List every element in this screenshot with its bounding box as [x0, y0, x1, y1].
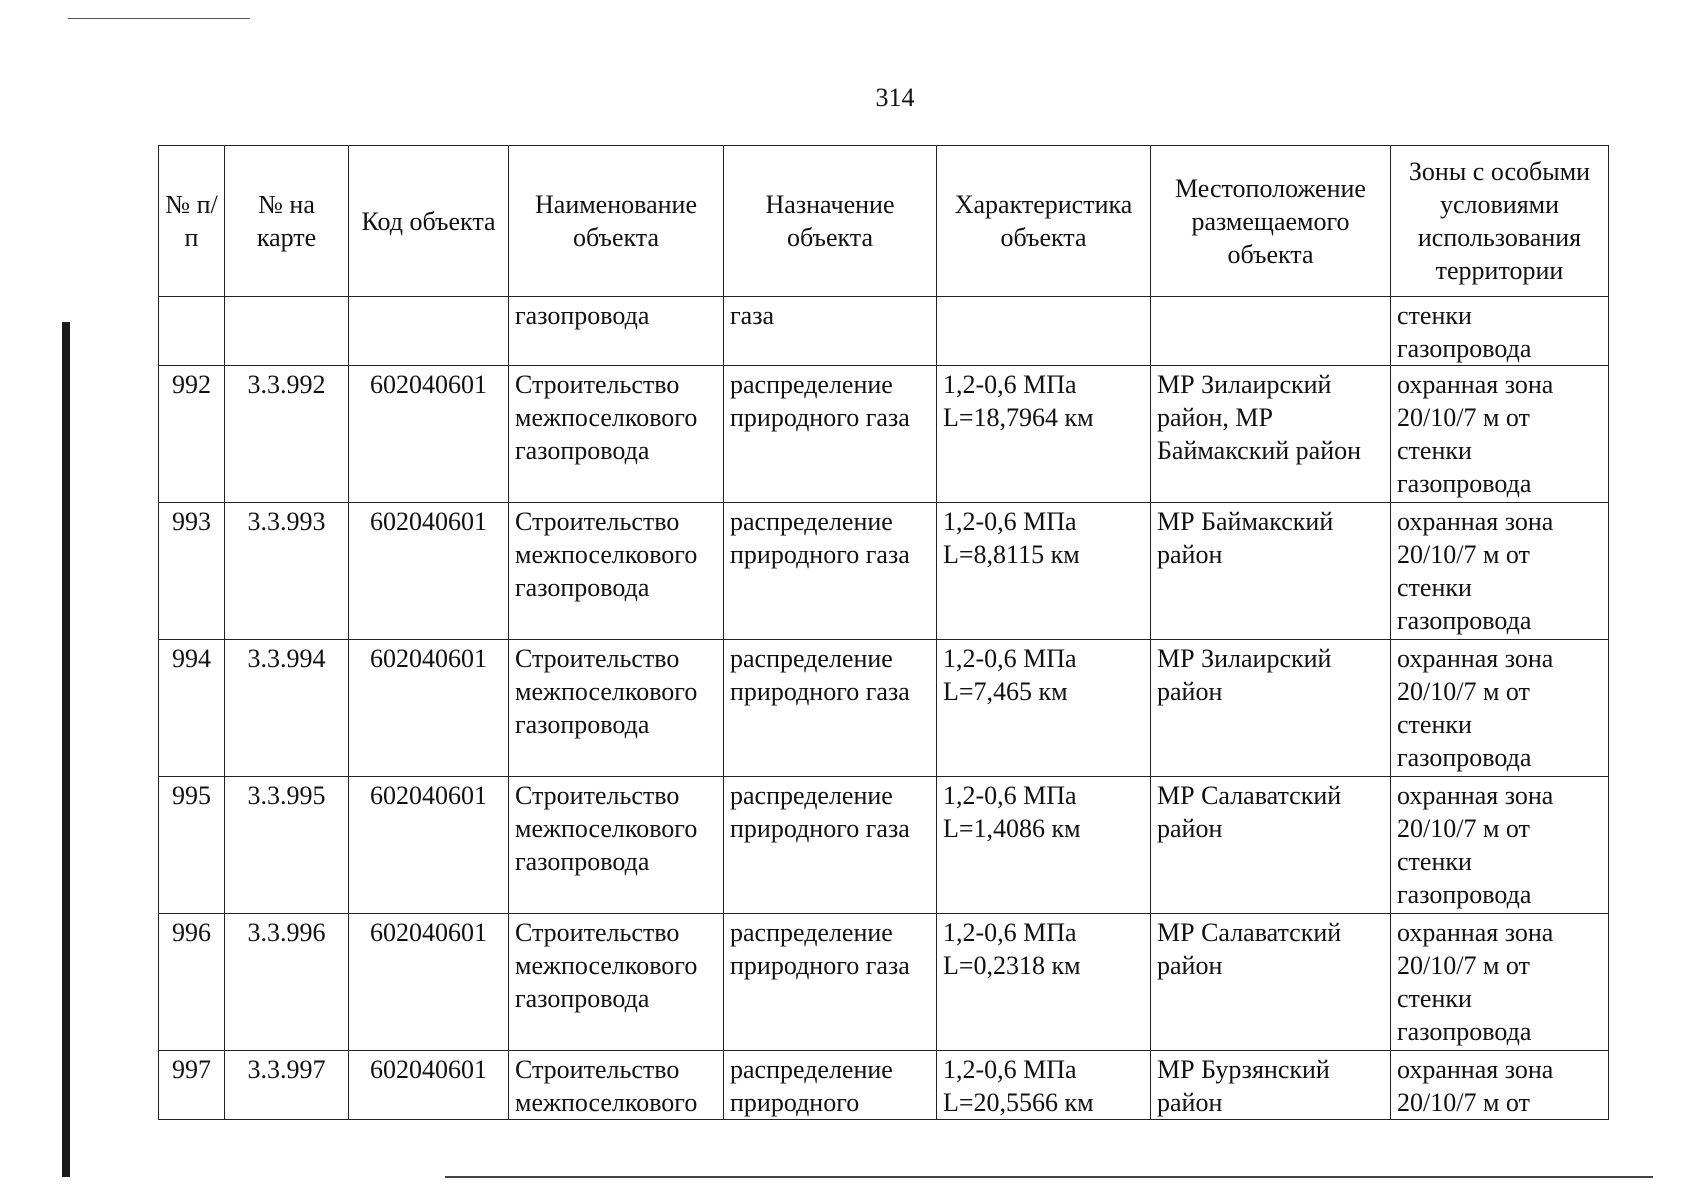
- table-cell-code: 602040601: [349, 777, 509, 914]
- table-cell-code: 602040601: [349, 503, 509, 640]
- page-number: 314: [875, 83, 915, 112]
- header-cell: Код объекта: [349, 146, 509, 297]
- table-cell-characteristic: 1,2-0,6 МПа L=0,2318 км: [937, 914, 1151, 1051]
- table-cell-purpose: распределение природного газа: [724, 914, 937, 1051]
- table-cell-name: Строительство межпоселкового газопровода: [509, 503, 724, 640]
- table-cell-purpose: распределение природного газа: [724, 777, 937, 914]
- table-row-continuation: [159, 297, 1609, 366]
- table-header-row: [159, 146, 1609, 297]
- header-cell: Зоны с особыми условиями использования территории: [1391, 146, 1609, 297]
- table-cell-num: 994: [159, 640, 225, 777]
- table-cell-characteristic: 1,2-0,6 МПа L=20,5566 км: [937, 1051, 1151, 1120]
- table-cell-location: МР Зилаирский район, МР Баймакский район: [1151, 366, 1391, 503]
- table-cell-code: 602040601: [349, 914, 509, 1051]
- table-cell-code: 602040601: [349, 366, 509, 503]
- table-cell-num: 992: [159, 366, 225, 503]
- table-cell-characteristic: 1,2-0,6 МПа L=1,4086 км: [937, 777, 1151, 914]
- table-cell-map-no: 3.3.995: [225, 777, 349, 914]
- header-cell: Характеристика объекта: [937, 146, 1151, 297]
- table-cell-location: МР Баймакский район: [1151, 503, 1391, 640]
- table-cell-purpose: распределение природного газа: [724, 640, 937, 777]
- table-cell-num: 993: [159, 503, 225, 640]
- table-cell: [349, 297, 509, 366]
- table-cell-num: 997: [159, 1051, 225, 1120]
- table-cell-name: Строительство межпоселкового: [509, 1051, 724, 1120]
- table-cell-name: Строительство межпоселкового газопровода: [509, 777, 724, 914]
- table-cell-num: 995: [159, 777, 225, 914]
- header-cell: Назначение объекта: [724, 146, 937, 297]
- scan-artifact-left-edge: [62, 322, 70, 1177]
- table-cell-purpose: распределение природного газа: [724, 366, 937, 503]
- table-cell: [225, 297, 349, 366]
- table-cell-location: МР Салаватский район: [1151, 914, 1391, 1051]
- table-cell-zone: охранная зона 20/10/7 м от стенки газопровода: [1391, 640, 1609, 777]
- table-cell-characteristic: 1,2-0,6 МПа L=18,7964 км: [937, 366, 1151, 503]
- table-row: [159, 1051, 1609, 1120]
- objects-table: [158, 145, 1609, 1120]
- table-cell-location: МР Зилаирский район: [1151, 640, 1391, 777]
- header-cell: № п/п: [159, 146, 225, 297]
- header-cell: Наименование объекта: [509, 146, 724, 297]
- table-row: [159, 366, 1609, 503]
- table-row: [159, 777, 1609, 914]
- table-cell-name: Строительство межпоселкового газопровода: [509, 914, 724, 1051]
- table-cell-purpose: распределение природного: [724, 1051, 937, 1120]
- header-cell: № на карте: [225, 146, 349, 297]
- table-cell-map-no: 3.3.992: [225, 366, 349, 503]
- table-cell-characteristic: 1,2-0,6 МПа L=8,8115 км: [937, 503, 1151, 640]
- table-cell-map-no: 3.3.997: [225, 1051, 349, 1120]
- table-cell-map-no: 3.3.993: [225, 503, 349, 640]
- table-cell-num: 996: [159, 914, 225, 1051]
- table-cell-zone: охранная зона 20/10/7 м от стенки газопровода: [1391, 366, 1609, 503]
- table-cell-purpose: газа: [724, 297, 937, 366]
- table-cell-map-no: 3.3.996: [225, 914, 349, 1051]
- table-cell-zone: охранная зона 20/10/7 м от: [1391, 1051, 1609, 1120]
- table-cell-zone: стенки газопровода: [1391, 297, 1609, 366]
- scan-artifact-top-line: [68, 18, 250, 19]
- table-cell: [937, 297, 1151, 366]
- header-cell: Местоположение размещаемого объекта: [1151, 146, 1391, 297]
- table-cell-zone: охранная зона 20/10/7 м от стенки газопровода: [1391, 914, 1609, 1051]
- table-cell-code: 602040601: [349, 640, 509, 777]
- table-cell-name: Строительство межпоселкового газопровода: [509, 366, 724, 503]
- table-cell-zone: охранная зона 20/10/7 м от стенки газопровода: [1391, 503, 1609, 640]
- scan-artifact-bottom-line: [445, 1176, 1653, 1178]
- table-cell-location: МР Салаватский район: [1151, 777, 1391, 914]
- table-cell-characteristic: 1,2-0,6 МПа L=7,465 км: [937, 640, 1151, 777]
- table-cell-name: Строительство межпоселкового газопровода: [509, 640, 724, 777]
- table-cell-location: МР Бурзянский район: [1151, 1051, 1391, 1120]
- table-cell-purpose: распределение природного газа: [724, 503, 937, 640]
- table-cell-map-no: 3.3.994: [225, 640, 349, 777]
- table-cell-zone: охранная зона 20/10/7 м от стенки газопровода: [1391, 777, 1609, 914]
- table-row: [159, 914, 1609, 1051]
- table-row: [159, 640, 1609, 777]
- table-cell-code: 602040601: [349, 1051, 509, 1120]
- table-row: [159, 503, 1609, 640]
- table-cell: [1151, 297, 1391, 366]
- table-cell: [159, 297, 225, 366]
- table-cell-name: газопровода: [509, 297, 724, 366]
